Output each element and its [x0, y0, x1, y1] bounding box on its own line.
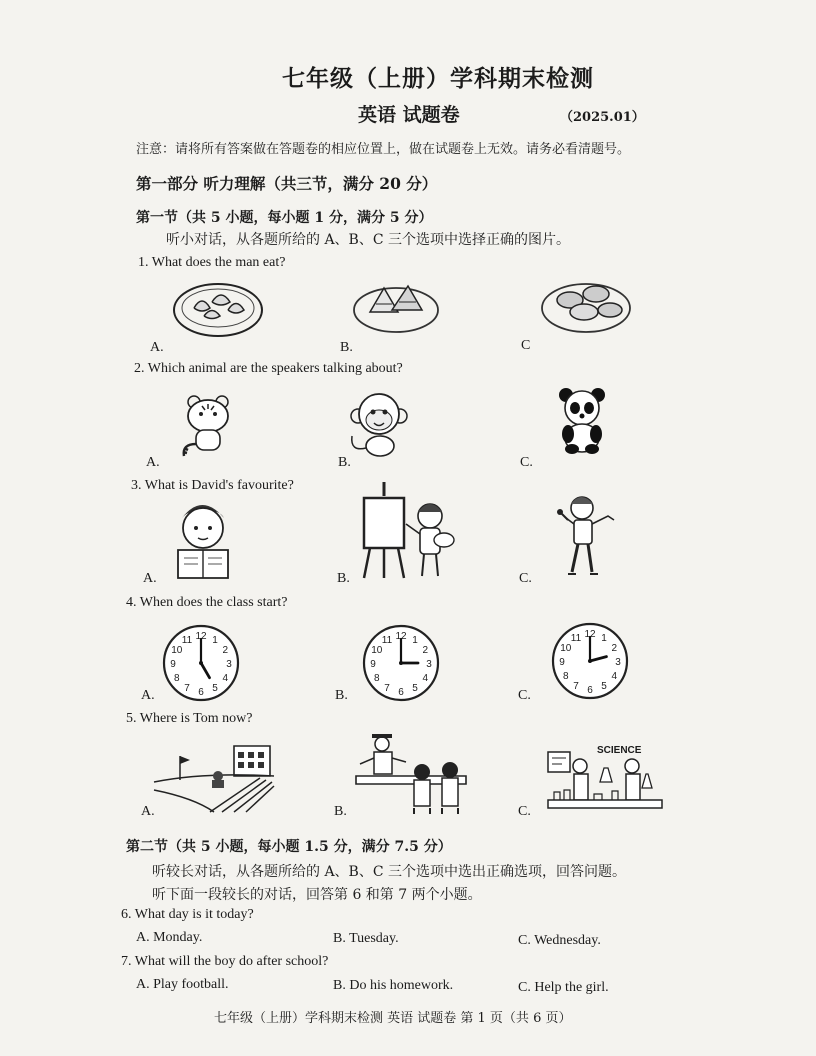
question-5: 5. Where is Tom now? [126, 711, 253, 726]
clock-number: 11 [570, 632, 582, 644]
q3-option-c: C. [519, 571, 532, 586]
clock-icon [160, 622, 242, 704]
q1-option-b: B. [340, 340, 353, 355]
clock-number: 7 [573, 681, 579, 693]
q3-option-a: A. [143, 571, 157, 586]
q6-option-c: C. Wednesday. [518, 933, 601, 948]
clock-number: 11 [381, 634, 393, 646]
playground-icon [150, 740, 274, 814]
clock-number: 7 [384, 683, 390, 695]
science-sign: SCIENCE [597, 745, 642, 756]
q2-option-a: A. [146, 455, 160, 470]
panda-icon [556, 386, 608, 454]
zongzi-plate-icon [352, 276, 440, 334]
tiger-icon [172, 392, 242, 460]
clock-number: 5 [412, 683, 418, 695]
clock-number: 6 [398, 687, 404, 698]
clock-number: 2 [611, 643, 618, 654]
clock-number: 1 [601, 632, 607, 644]
clock-icon [549, 620, 631, 702]
page-footer: 七年级（上册）学科期末检测 英语 试题卷 第 1 页（共 6 页） [214, 1011, 572, 1026]
clock-center [199, 661, 203, 665]
notice-text: 注意：请将所有答案做在答题卷的相应位置上，做在试题卷上无效。请务必看清题号。 [136, 142, 631, 157]
section2-note: 听下面一段较长的对话，回答第 6 和第 7 两个小题。 [152, 887, 482, 903]
clock-number: 9 [170, 659, 176, 670]
q4-option-a: A. [141, 688, 155, 703]
q2-option-b: B. [338, 455, 351, 470]
clock-number: 5 [601, 681, 607, 693]
mooncakes-plate-icon [540, 272, 632, 334]
q3-option-b: B. [337, 571, 350, 586]
clock-number: 3 [426, 659, 432, 670]
clock-number: 1 [212, 634, 218, 646]
question-6: 6. What day is it today? [121, 907, 254, 922]
question-7: 7. What will the boy do after school? [121, 954, 329, 969]
clock-number: 12 [195, 631, 207, 642]
section1-instruction: 听小对话，从各题所给的 A、B、C 三个选项中选择正确的图片。 [166, 232, 571, 248]
q1-option-c: C [521, 338, 531, 353]
clock-number: 3 [226, 659, 232, 670]
q5-option-b: B. [334, 804, 347, 819]
clock-number: 12 [395, 631, 407, 642]
section1-title: 第一节（共 5 小题，每小题 1 分，满分 5 分） [136, 210, 433, 226]
dumplings-plate-icon [172, 276, 264, 338]
clock-number: 4 [611, 671, 618, 682]
part1-title: 第一部分 听力理解（共三节，满分 20 分） [136, 174, 438, 193]
clock-number: 3 [615, 657, 621, 668]
q4-option-b: B. [335, 688, 348, 703]
q5-option-c: C. [518, 804, 531, 819]
clock-icon [360, 622, 442, 704]
clock-number: 5 [212, 683, 218, 695]
q2-option-c: C. [520, 455, 533, 470]
clock-number: 12 [584, 629, 596, 640]
clock-number: 1 [412, 634, 418, 646]
q7-option-b: B. Do his homework. [333, 978, 454, 993]
question-3: 3. What is David's favourite? [131, 478, 294, 493]
boy-reading-icon [170, 496, 236, 580]
question-4: 4. When does the class start? [126, 595, 288, 610]
clock-number: 10 [171, 645, 183, 656]
clock-number: 7 [184, 683, 190, 695]
clock-number: 6 [198, 687, 204, 698]
q5-option-a: A. [141, 804, 155, 819]
clock-number: 2 [222, 645, 229, 656]
clock-number: 8 [562, 671, 569, 682]
clock-number: 2 [422, 645, 429, 656]
question-1: 1. What does the man eat? [138, 255, 286, 270]
q6-option-b: B. Tuesday. [333, 931, 399, 946]
q4-option-c: C. [518, 688, 531, 703]
clock-center [588, 659, 592, 663]
dining-hall-icon [352, 732, 470, 816]
q7-option-c: C. Help the girl. [518, 980, 609, 995]
clock-number: 11 [181, 634, 193, 646]
clock-number: 9 [559, 657, 565, 668]
exam-subtitle: 英语 试题卷 [358, 104, 460, 126]
clock-number: 10 [371, 645, 383, 656]
clock-number: 9 [370, 659, 376, 670]
exam-title: 七年级（上册）学科期末检测 [282, 65, 594, 92]
clock-number: 4 [222, 673, 229, 684]
q6-option-a: A. Monday. [136, 930, 203, 945]
question-2: 2. Which animal are the speakers talking about? [134, 361, 403, 376]
exam-date: （2025.01） [560, 110, 645, 125]
clock-center [399, 661, 403, 665]
q1-option-a: A. [150, 340, 164, 355]
clock-number: 8 [373, 673, 380, 684]
q7-option-a: A. Play football. [136, 977, 229, 992]
boy-painting-icon [360, 480, 456, 580]
clock-number: 10 [560, 643, 572, 654]
clock-number: 4 [422, 673, 429, 684]
clock-number: 6 [587, 685, 593, 696]
monkey-icon [348, 390, 410, 460]
section2-instruction: 听较长对话，从各题所给的 A、B、C 三个选项中选出正确选项，回答问题。 [152, 864, 627, 880]
science-lab-icon [546, 746, 664, 816]
section2-title: 第二节（共 5 小题，每小题 1.5 分，满分 7.5 分） [126, 839, 452, 855]
girl-singing-icon [552, 490, 618, 580]
clock-number: 8 [173, 673, 180, 684]
